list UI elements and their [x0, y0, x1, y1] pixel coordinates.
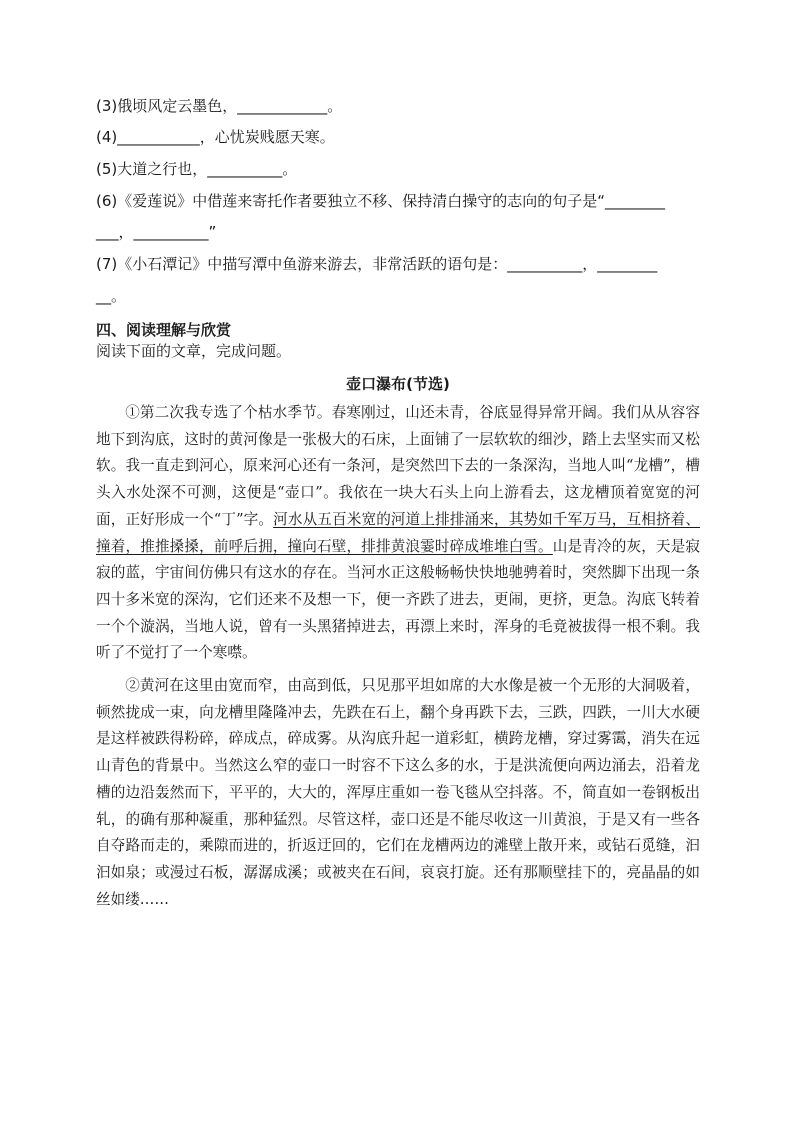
- article-body: [96, 400, 700, 913]
- question-3: (3)俄顷风定云墨色，____________。: [96, 97, 343, 115]
- underlined-sentence: 河水从五百米宽的河道上排排涌来，其势如千军万马，互相挤着、撞着，推推搡搡，前呼后拥，撞向石壁，排排黄浪霎时碎成堆堆白雪。: [96, 510, 700, 555]
- question-6-continued: ___，__________”: [96, 223, 217, 241]
- question-6: (6)《爱莲说》中借莲来寄托作者要独立不移、保持清白操守的志向的句子是“________: [96, 192, 666, 210]
- paragraph-2: ②黄河在这里由宽而窄，由高到低，只见那平坦如席的大水像是被一个无形的大洞吸着，顿然拢成一束，向龙槽里隆隆冲去，先跌在石上，翻个身再跌下去，三跌，四跌，一川大水硬是这样被跌得粉碎，碎成点，碎成雾。从沟底升起一道彩虹，横跨龙槽，穿过雾霭，消失在远山青色的背景中。当然这么窄的壶口一时容不下这么多的水，于是洪流便向两边涌去，沿着龙槽的边沿轰然而下，平平的，大大的，浑厚庄重如一卷飞毯从空抖落。不，简直如一卷钢板出轧，的确有那种凝重，那种猛烈。尽管这样，壶口还是不能尽收这一川黄浪，于是又有一些各自夺路而走的，乘隙而进的，折返迂回的，它们在龙槽两边的滩壁上散开来，或钻石觅缝，汩汩如泉；或漫过石板，潺潺成溪；或被夹在石间，哀哀打旋。还有那顺壁挂下的，亮晶晶的如丝如缕……: [96, 677, 700, 908]
- question-7-continued: __。: [96, 287, 127, 305]
- question-4: (4)___________，心忧炭贱愿天寒。: [96, 128, 335, 146]
- section-heading: 四、阅读理解与欣赏: [96, 321, 232, 339]
- section-instruction: 阅读下面的文章，完成问题。: [96, 342, 292, 360]
- question-7: (7)《小石潭记》中描写潭中鱼游来游去，非常活跃的语句是：__________，________: [96, 255, 658, 273]
- paragraph-1-text: ①第二次我专选了个枯水季节。春寒刚过，山还未青，谷底显得异常开阔。我们从从容容地下到沟底，这时的黄河像是一张极大的石床，上面铺了一层软软的细沙，踏上去坚实而又松软。我一直走到河心，原来河心还有一条河，是突然凹下去的一条深沟，当地人叫“龙槽”，槽头入水处深不可测，这便是“壶口”。我依在一块大石头上向上游看去，这龙槽顶着宽宽的河面，正好形成一个“丁”字。: [96, 404, 700, 528]
- article-title: 壶口瀑布(节选): [346, 375, 450, 393]
- question-5: (5)大道之行也，__________。: [96, 160, 298, 178]
- paragraph-1: [96, 400, 700, 667]
- paragraph-1-text-rest: 山是青冷的灰，天是寂寂的蓝，宇宙间仿佛只有这水的存在。当河水正这般畅畅快快地驰骋着时，突然脚下出现一条四十多米宽的深沟，它们还来不及想一下，便一齐跌了进去，更闹，更挤，更急。沟底飞转着一个个漩涡，当地人说，曾有一头黑猪掉进去，再漂上来时，浑身的毛竟被拔得一根不剩。我听了不觉打了一个寒噤。: [96, 537, 700, 662]
